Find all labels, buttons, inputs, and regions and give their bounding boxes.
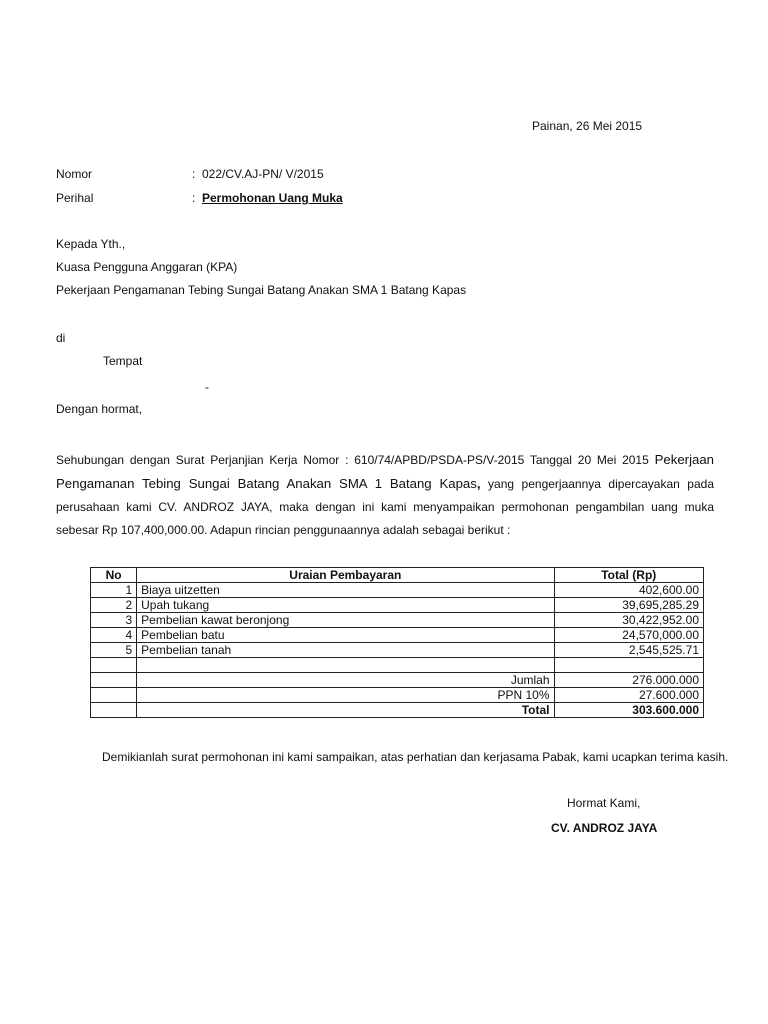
recipient-line-2: Kuasa Pengguna Anggaran (KPA) [56,260,238,274]
row-description: Biaya uitzetten [137,583,554,598]
body-part-1: Sehubungan dengan Surat Perjanjian Kerja Nomor : 610/74/APBD/PSDA-PS/V-2015 Tanggal 20 Mei 2015 [56,453,649,467]
payment-table [90,567,704,718]
row-description: Pembelian kawat beronjong [137,613,554,628]
place-date: Painan, 26 Mei 2015 [532,119,643,133]
empty-cell [91,688,137,703]
tempat-label: Tempat [103,354,143,368]
total-label: Total [137,703,554,718]
header-no: No [91,568,137,583]
row-total: 30,422,952.00 [554,613,704,628]
nomor-label: Nomor [56,167,93,181]
table-row [91,613,704,628]
dash-mark: - [205,380,209,394]
body-paragraph [56,448,714,542]
row-no: 4 [91,628,137,643]
table-empty-row [91,658,704,673]
table-row [91,643,704,658]
row-total: 39,695,285.29 [554,598,704,613]
nomor-colon: : [192,167,196,181]
body-comma: , [476,476,481,491]
row-no: 3 [91,613,137,628]
header-description: Uraian Pembayaran [137,568,554,583]
table-row [91,628,704,643]
header-total: Total (Rp) [554,568,704,583]
jumlah-row [91,673,704,688]
body-project-name: Pekerjaan Pengamanan Tebing Sungai Batang Anakan SMA 1 Batang Kapas [56,452,715,491]
row-description: Pembelian batu [137,628,554,643]
ppn-row [91,688,704,703]
empty-cell [91,658,137,673]
row-description: Pembelian tanah [137,643,554,658]
row-total: 402,600.00 [554,583,704,598]
ppn-label: PPN 10% [137,688,554,703]
table-row [91,583,704,598]
table-row [91,598,704,613]
jumlah-label: Jumlah [137,673,554,688]
empty-cell [91,673,137,688]
jumlah-value: 276.000.000 [554,673,704,688]
closing-sentence: Demikianlah surat permohonan ini kami sampaikan, atas perhatian dan kerjasama Pabak, kami ucapkan terima kasih. [102,750,729,764]
row-no: 1 [91,583,137,598]
row-total: 2,545,525.71 [554,643,704,658]
perihal-label: Perihal [56,191,94,205]
regards-text: Hormat Kami, [567,796,641,810]
ppn-value: 27.600.000 [554,688,704,703]
perihal-value: Permohonan Uang Muka [202,191,343,205]
row-no: 2 [91,598,137,613]
total-value: 303.600.000 [554,703,704,718]
total-row [91,703,704,718]
row-no: 5 [91,643,137,658]
empty-cell [137,658,554,673]
body-part-4: yang pengerjaannya dipercayakan pada perusahaan kami CV. ANDROZ JAYA, maka dengan ini kami menyampaikan permohonan pengambilan uang muka sebesar Rp 107,400,000.00. Adapun rincian penggunaannya adalah sebagai berikut : [56,477,714,537]
row-total: 24,570,000.00 [554,628,704,643]
di-label: di [56,331,66,345]
recipient-line-1: Kepada Yth., [56,237,126,251]
perihal-colon: : [192,191,196,205]
empty-cell [554,658,704,673]
recipient-line-3: Pekerjaan Pengamanan Tebing Sungai Batang Anakan SMA 1 Batang Kapas [56,283,467,297]
row-description: Upah tukang [137,598,554,613]
company-name: CV. ANDROZ JAYA [551,821,658,835]
empty-cell [91,703,137,718]
table-header-row [91,568,704,583]
nomor-value: 022/CV.AJ-PN/ V/2015 [202,167,324,181]
greeting: Dengan hormat, [56,402,143,416]
